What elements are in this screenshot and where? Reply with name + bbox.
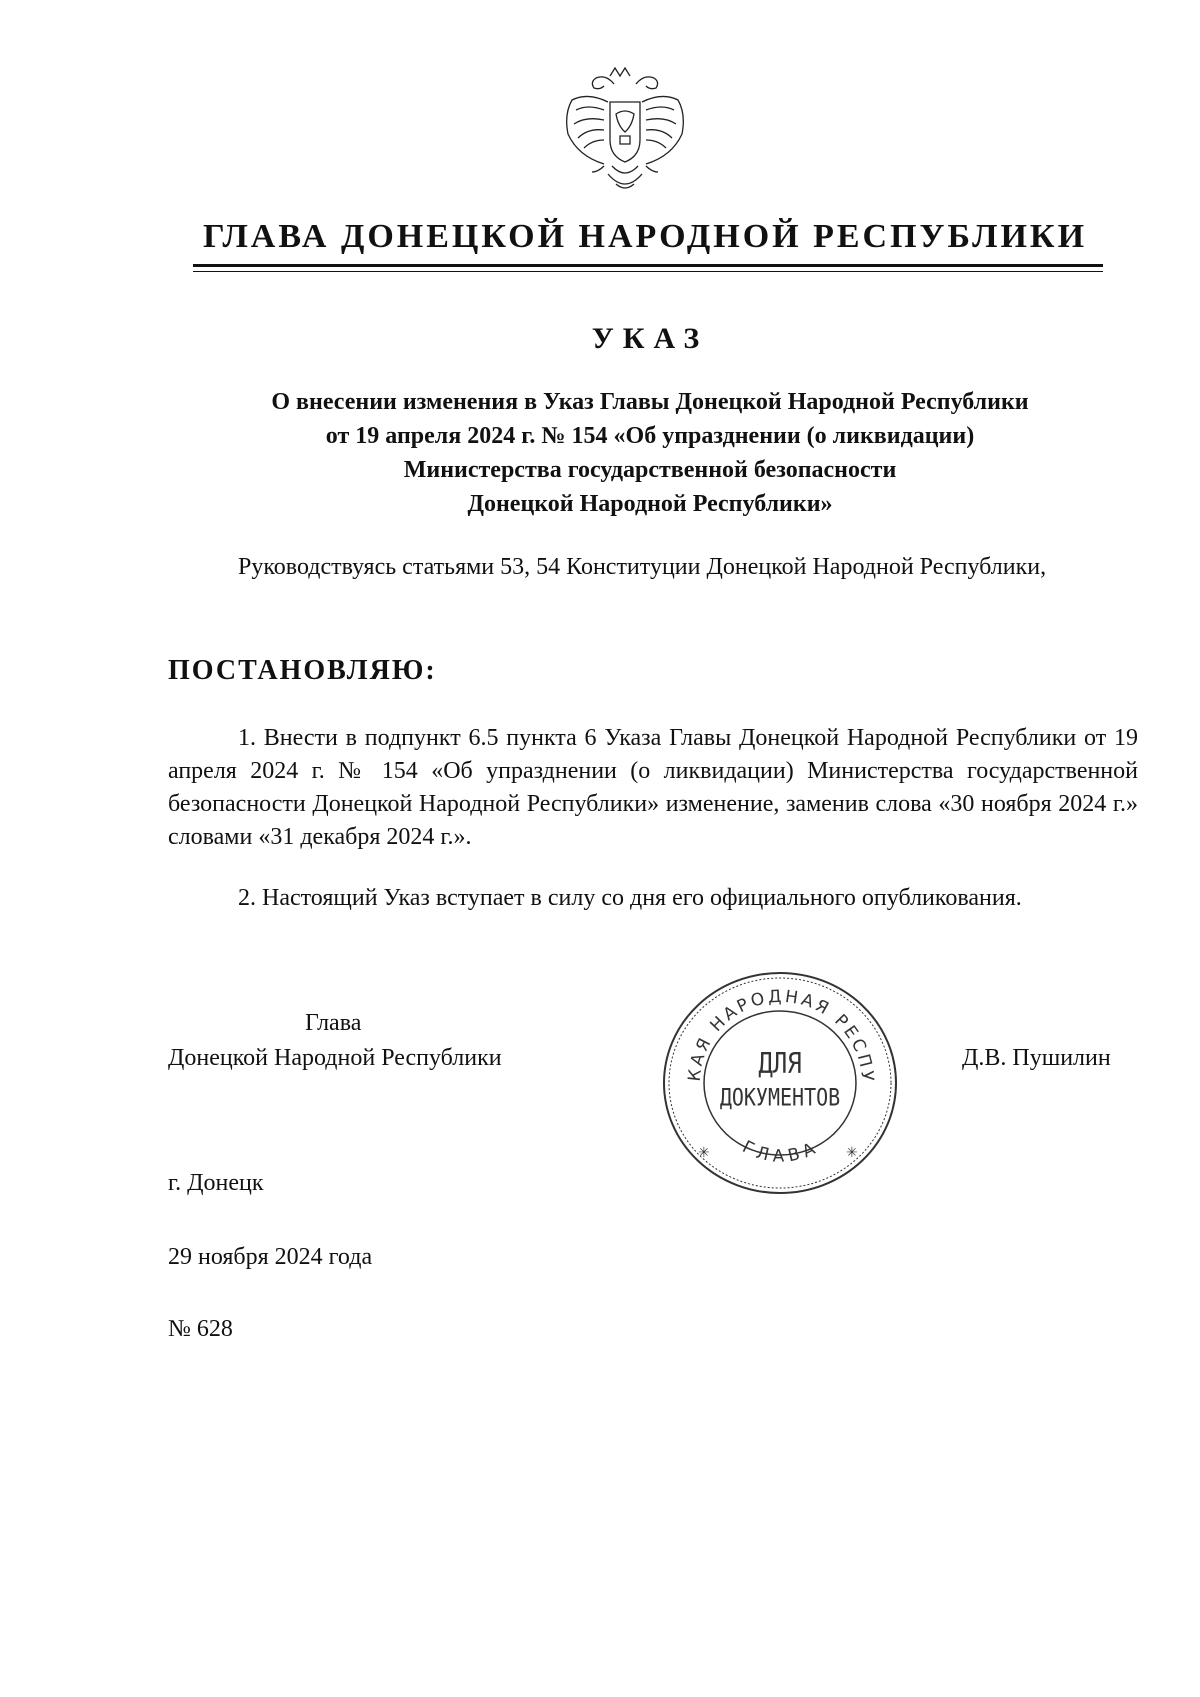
svg-text:ГЛАВА [739,1137,823,1167]
subject-line: от 19 апреля 2024 г. № 154 «Об упразднении (о ликвидации) [325,423,975,449]
seal-center-line1: ДЛЯ [758,1046,802,1081]
decree-item-1: 1. Внести в подпункт 6.5 пункта 6 Указа Главы Донецкой Народной Республики от 19 апреля 2024 г. № 154 «Об упразднении (о ликвидации) Министерства государственной безопасности Донецкой Народной Республики» изменение, заменив слова «30 ноября 2024 г.» словами «31 декабря 2024 г.». [168,725,1138,850]
header-rule-thick [193,264,1103,267]
issue-place: г. Донецк [168,1170,264,1196]
svg-text:✳: ✳ [846,1145,858,1161]
seal-center-line2: ДОКУМЕНТОВ [719,1083,841,1112]
header-rule-thin [193,271,1103,272]
signatory-title-line1: Глава [305,1010,362,1036]
decree-item-2: 2. Настоящий Указ вступает в силу со дня его официального опубликования. [238,885,1022,911]
subject-line: Министерства государственной безопасности [403,457,897,483]
seal-ring-bottom-text: ГЛАВА [739,1137,823,1167]
legal-basis-paragraph: Руководствуясь статьями 53, 54 Конституции Донецкой Народной Республики, [238,554,1047,580]
subject-line: Донецкой Народной Республики» [467,491,833,517]
official-seal-icon [660,965,900,1195]
svg-text:✳: ✳ [698,1145,710,1161]
decree-number: № 628 [168,1316,233,1342]
decree-verb: ПОСТАНОВЛЯЮ: [168,655,437,686]
subject-line: О внесении изменения в Указ Главы Донецкой Народной Республики [271,389,1029,415]
signatory-name: Д.В. Пушилин [962,1045,1111,1071]
issue-date: 29 ноября 2024 года [168,1244,373,1270]
coat-of-arms-icon [560,62,690,212]
signatory-title-line2: Донецкой Народной Республики [168,1045,502,1071]
seal-ring-text: КАЯ НАРОДНАЯ РЕСПУ [684,986,878,1085]
issuer-title: ГЛАВА ДОНЕЦКОЙ НАРОДНОЙ РЕСПУБЛИКИ [202,218,1088,255]
document-type: УКАЗ [591,322,709,355]
decree-subject [180,385,1120,521]
